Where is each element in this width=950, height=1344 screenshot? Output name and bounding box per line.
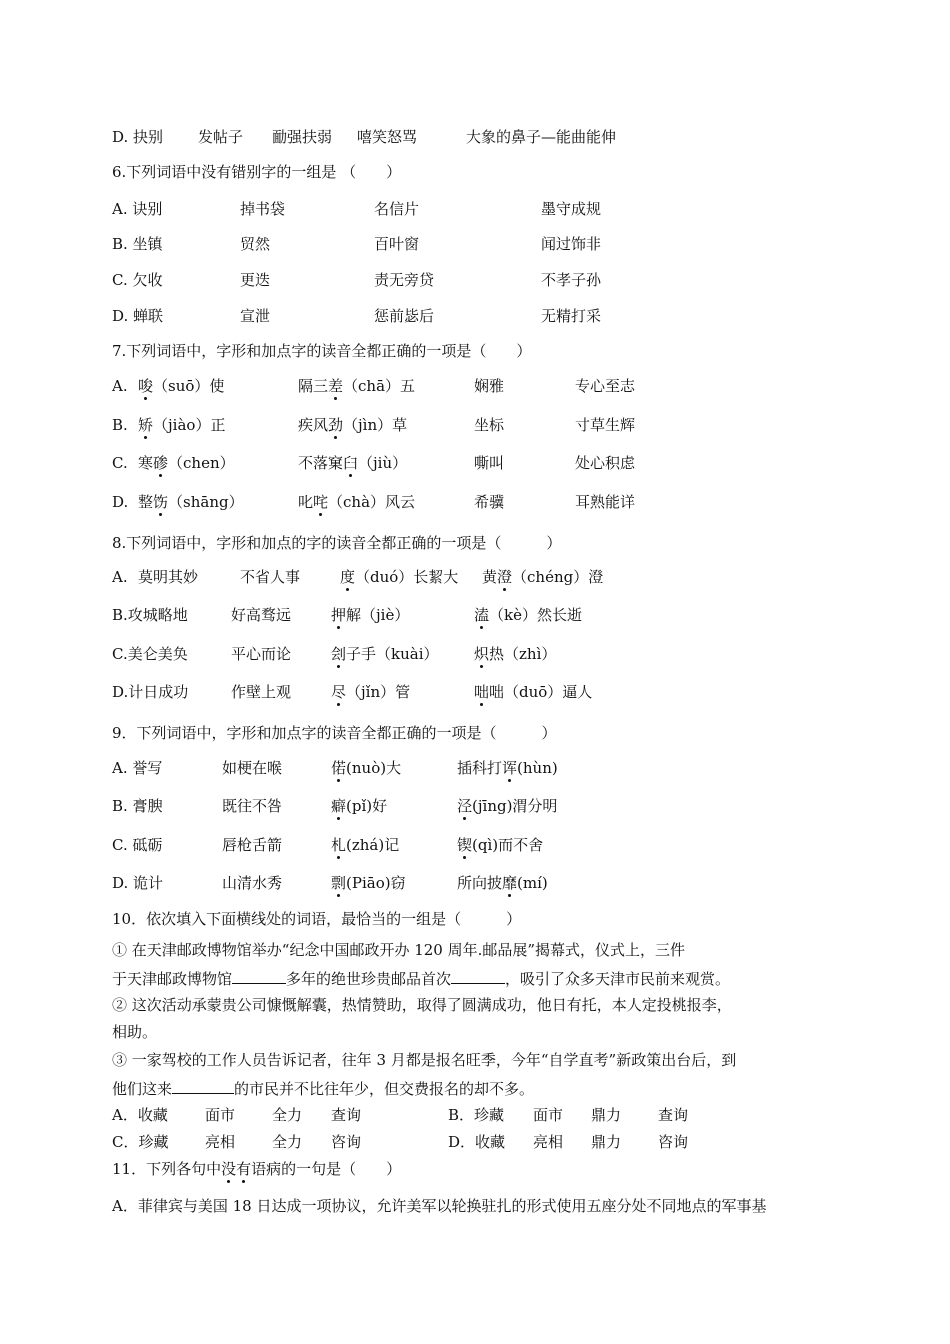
q7-option-b: B. — [112, 416, 128, 434]
q10-s1-mid: 多年的绝世珍贵邮品首次 — [286, 970, 452, 988]
q8-c-dotted-char4: 炽 — [474, 645, 490, 663]
q5-d-word4: 嘻笑怒骂 — [357, 128, 418, 146]
q8-b-dotted-char3: 押 — [331, 606, 347, 624]
q9-option-c: C. 砥砺 — [112, 836, 163, 854]
q8-b-reading3: 解（jiè） — [346, 606, 410, 624]
q8-b-dotted-char4: 溘 — [474, 606, 490, 624]
q7-d-reading2: （chà）风云 — [328, 493, 416, 511]
q9-a-reading4: (hùn) — [517, 759, 558, 777]
q8-d-word2: 作壁上观 — [231, 683, 292, 701]
q8-d-reading3: （jǐn）管 — [346, 683, 411, 701]
q7-d-dotted-char1: 饬 — [153, 493, 169, 511]
q6-option-d: D. 蝉联 — [112, 307, 164, 325]
q10-b-word2: 面市 — [533, 1106, 564, 1124]
q8-d-word3 — [331, 681, 410, 703]
q8-a-dotted-char4: 澄 — [497, 568, 513, 586]
q7-b-dotted-char1: 矫 — [138, 416, 154, 434]
q9-option-b: B. 膏腴 — [112, 797, 163, 815]
q6-option-a: A. 诀别 — [112, 200, 163, 218]
q7-d-reading1: （shāng） — [168, 493, 244, 511]
q7-stem: 7.下列词语中，字形和加点字的读音全都正确的一项是（ ） — [112, 342, 532, 360]
q7-a-reading2: （chā）五 — [343, 377, 416, 395]
q7-a-prefix2: 隔三 — [298, 377, 329, 395]
q9-a-dotted-char4: 诨 — [502, 759, 518, 777]
q7-b-word4: 寸草生辉 — [575, 416, 636, 434]
q6-c-word3: 责无旁贷 — [374, 271, 435, 289]
q8-option-b — [112, 604, 188, 626]
q8-d-dotted-char3: 尽 — [331, 683, 347, 701]
q10-sentence2-line2: 相助。 — [112, 1023, 158, 1041]
q7-b-word3: 坐标 — [474, 416, 505, 434]
q9-d-dotted-char4: 靡 — [502, 874, 518, 892]
q7-d-prefix1: 整 — [138, 493, 154, 511]
q8-c-reading4: 热（zhì） — [489, 645, 557, 663]
q9-c-reading4: (qì)而不舍 — [472, 836, 544, 854]
q11-dotted-char1: 没 — [221, 1160, 237, 1178]
q8-d-dotted-char4: 咄 — [474, 683, 490, 701]
q9-b-word4 — [457, 795, 557, 817]
q9-d-prefix4: 所向披 — [457, 874, 503, 892]
q5-d-word3: 勔强扶弱 — [272, 128, 333, 146]
q5-d-word5: 大象的鼻子—能曲能伸 — [466, 128, 617, 146]
q8-b-reading4: （kè）然长逝 — [489, 606, 582, 624]
q7-a-word4: 专心至志 — [575, 377, 636, 395]
q10-blank-1 — [232, 967, 286, 984]
q7-d-prefix2: 叱 — [298, 493, 314, 511]
q7-d-word1 — [138, 491, 244, 513]
q10-option-c: C．珍藏 — [112, 1133, 169, 1151]
q8-c-word3 — [331, 643, 439, 665]
q7-option-a: A. — [112, 377, 128, 395]
q8-c-word2: 平心而论 — [231, 645, 292, 663]
q9-d-reading3: (Piāo)窃 — [346, 874, 406, 892]
q10-s3-post: 的市民并不比往年少，但交费报名的却不多。 — [234, 1080, 535, 1098]
q6-a-word3: 名信片 — [374, 200, 420, 218]
q7-b-reading2: （jìn）草 — [343, 416, 408, 434]
q8-a-word1: 莫明其妙 — [138, 568, 199, 586]
q7-a-dotted-char2: 差 — [328, 377, 344, 395]
q7-c-word1 — [138, 452, 235, 474]
q9-a-reading3: (nuò)大 — [346, 759, 402, 777]
q10-a-word2: 面市 — [205, 1106, 236, 1124]
q7-b-reading1: （jiào）正 — [153, 416, 226, 434]
q8-b-word3 — [331, 604, 409, 626]
q9-a-prefix4: 插科打 — [457, 759, 503, 777]
q11-dotted-char2: 有 — [236, 1160, 252, 1178]
q7-a-reading1: （suō）使 — [153, 377, 225, 395]
q9-c-word3 — [331, 834, 399, 856]
q9-d-word4 — [457, 872, 548, 894]
q8-b-word1: 攻城略地 — [127, 606, 188, 624]
q10-option-a: A．收藏 — [112, 1106, 168, 1124]
q8-d-word1: 计日成功 — [128, 683, 189, 701]
q7-d-word3: 希骥 — [474, 493, 505, 511]
q6-option-b: B. 坐镇 — [112, 235, 163, 253]
q9-a-dotted-char3: 偌 — [331, 759, 347, 777]
q6-option-c: C. 欠收 — [112, 271, 163, 289]
q7-a-dotted-char1: 唆 — [138, 377, 154, 395]
q9-c-reading3: (zhá)记 — [346, 836, 400, 854]
q10-blank-2 — [451, 967, 505, 984]
q10-sentence3-line1: ③ 一家驾校的工作人员告诉记者，往年 3 月都是报名旺季，今年“自学直考”新政策出台后，到 — [112, 1051, 737, 1069]
q10-a-word4: 查询 — [331, 1106, 362, 1124]
q11-stem-part2: 语病的一句是（ ） — [251, 1160, 402, 1178]
q6-a-word2: 掉书袋 — [240, 200, 286, 218]
q7-c-prefix1: 寒 — [138, 454, 154, 472]
q7-c-dotted-char2: 臼 — [343, 454, 359, 472]
q7-option-c: C. — [112, 454, 128, 472]
q9-b-dotted-char4: 泾 — [457, 797, 473, 815]
q10-s1-pre: 于天津邮政博物馆 — [112, 970, 233, 988]
q10-b-word3: 鼎力 — [591, 1106, 622, 1124]
q9-c-dotted-char3: 札 — [331, 836, 347, 854]
q9-a-word2: 如梗在喉 — [222, 759, 283, 777]
q7-a-word2 — [298, 375, 415, 397]
q9-b-reading4: (jīng)渭分明 — [472, 797, 558, 815]
q8-c-word4 — [474, 643, 556, 665]
q6-c-word4: 不孝子孙 — [541, 271, 602, 289]
q10-sentence1-line1: ① 在天津邮政博物馆举办“纪念中国邮政开办 120 周年.邮品展”揭幕式，仪式上，三件 — [112, 941, 686, 959]
q7-b-word1 — [138, 414, 225, 436]
q7-b-prefix2: 疾风 — [298, 416, 329, 434]
q7-c-reading1: （chen） — [168, 454, 235, 472]
q9-b-word2: 既往不咎 — [222, 797, 283, 815]
q10-c-word4: 咨询 — [331, 1133, 362, 1151]
q7-c-word4: 处心积虑 — [575, 454, 636, 472]
q9-c-dotted-char4: 锲 — [457, 836, 473, 854]
q8-c-reading3: 子手（kuài） — [346, 645, 439, 663]
q9-a-word4 — [457, 757, 558, 779]
q9-stem: 9．下列词语中，字形和加点字的读音全都正确的一项是（ ） — [112, 724, 557, 742]
q9-a-word3 — [331, 757, 401, 779]
q7-c-dotted-char1: 碜 — [153, 454, 169, 472]
q7-c-word2 — [298, 452, 407, 474]
q10-s3-pre: 他们这来 — [112, 1080, 173, 1098]
q7-b-dotted-char2: 劲 — [328, 416, 344, 434]
q10-d-word3: 鼎力 — [591, 1133, 622, 1151]
q9-c-word4 — [457, 834, 543, 856]
q6-a-word4: 墨守成规 — [541, 200, 602, 218]
q9-d-reading4: (mí) — [517, 874, 548, 892]
q9-b-dotted-char3: 癖 — [331, 797, 347, 815]
q6-b-word2: 贸然 — [240, 235, 271, 253]
q7-d-word4: 耳熟能详 — [575, 493, 636, 511]
q5-d-word2: 发帖子 — [198, 128, 244, 146]
q8-d-word4 — [474, 681, 592, 703]
q9-c-word2: 唇枪舌箭 — [222, 836, 283, 854]
q7-c-prefix2: 不落窠 — [298, 454, 344, 472]
q8-a-reading4: （chéng）澄 — [512, 568, 604, 586]
q7-option-d: D. — [112, 493, 129, 511]
q6-stem: 6.下列词语中没有错别字的一组是 （ ） — [112, 163, 402, 181]
q9-b-reading3: (pǐ)好 — [346, 797, 388, 815]
q6-b-word4: 闻过饰非 — [541, 235, 602, 253]
q6-d-word4: 无精打采 — [541, 307, 602, 325]
q11-stem — [112, 1158, 401, 1180]
q10-stem: 10．依次填入下面横线处的词语，最恰当的一组是（ ） — [112, 910, 522, 928]
q10-option-d: D．收藏 — [448, 1133, 506, 1151]
q7-b-word2 — [298, 414, 407, 436]
q8-option-a: A. — [112, 568, 128, 586]
q11-stem-part1: 11．下列各句中 — [112, 1160, 222, 1178]
q10-d-word2: 亮相 — [533, 1133, 564, 1151]
q8-a-word4 — [482, 566, 603, 588]
q10-sentence2-line1: ② 这次活动承蒙贵公司慷慨解囊，热情赞助，取得了圆满成功，他日有托，本人定投桃报李， — [112, 996, 732, 1014]
q7-c-reading2: （jiù） — [358, 454, 408, 472]
q9-d-word2: 山清水秀 — [222, 874, 283, 892]
q10-a-word3: 全力 — [272, 1106, 303, 1124]
q8-d-label: D. — [112, 683, 129, 701]
q8-a-reading3: （duó）长絜大 — [355, 568, 459, 586]
q8-stem: 8.下列词语中，字形和加点的字的读音全都正确的一项是（ ） — [112, 534, 562, 552]
q8-b-label: B. — [112, 606, 128, 624]
q10-d-word4: 咨询 — [658, 1133, 689, 1151]
q7-c-word3: 嘶叫 — [474, 454, 505, 472]
q11-option-a: A．菲律宾与美国 18 日达成一项协议，允许美军以轮换驻扎的形式使用五座分处不同地点的军事基 — [112, 1197, 767, 1215]
q10-sentence3-line2 — [112, 1077, 534, 1100]
q10-option-b: B．珍藏 — [448, 1106, 505, 1124]
q10-c-word2: 亮相 — [205, 1133, 236, 1151]
q7-a-word1 — [138, 375, 224, 397]
q10-blank-3 — [172, 1077, 234, 1094]
q10-b-word4: 查询 — [658, 1106, 689, 1124]
q9-d-word3 — [331, 872, 406, 894]
q6-b-word3: 百叶窗 — [374, 235, 420, 253]
q6-d-word2: 宣泄 — [240, 307, 271, 325]
q8-d-reading4: 咄（duō）逼人 — [489, 683, 593, 701]
q8-option-d — [112, 681, 188, 703]
q8-a-word3 — [340, 566, 458, 588]
q10-sentence1-line2 — [112, 967, 730, 990]
q6-c-word2: 更迭 — [240, 271, 271, 289]
q7-d-dotted-char2: 咤 — [313, 493, 329, 511]
q8-a-dotted-char3: 度 — [340, 568, 356, 586]
q8-a-prefix4: 黄 — [482, 568, 498, 586]
q5-option-d: D. 抉别 — [112, 128, 164, 146]
q8-c-dotted-char3: 刽 — [331, 645, 347, 663]
q9-option-d: D. 诡计 — [112, 874, 164, 892]
q8-a-word2: 不省人事 — [240, 568, 301, 586]
q7-d-word2 — [298, 491, 415, 513]
q10-s1-post: ，吸引了众多天津市民前来观赏。 — [505, 970, 731, 988]
q7-a-word3: 娴雅 — [474, 377, 505, 395]
q8-b-word4 — [474, 604, 582, 626]
q9-b-word3 — [331, 795, 387, 817]
q6-d-word3: 惩前毖后 — [374, 307, 435, 325]
q10-c-word3: 全力 — [272, 1133, 303, 1151]
q8-c-label: C. — [112, 645, 128, 663]
q8-c-word1: 美仑美奂 — [127, 645, 188, 663]
q9-d-dotted-char3: 剽 — [331, 874, 347, 892]
q9-option-a: A. 誉写 — [112, 759, 163, 777]
q8-b-word2: 好高骛远 — [231, 606, 292, 624]
q8-option-c — [112, 643, 188, 665]
